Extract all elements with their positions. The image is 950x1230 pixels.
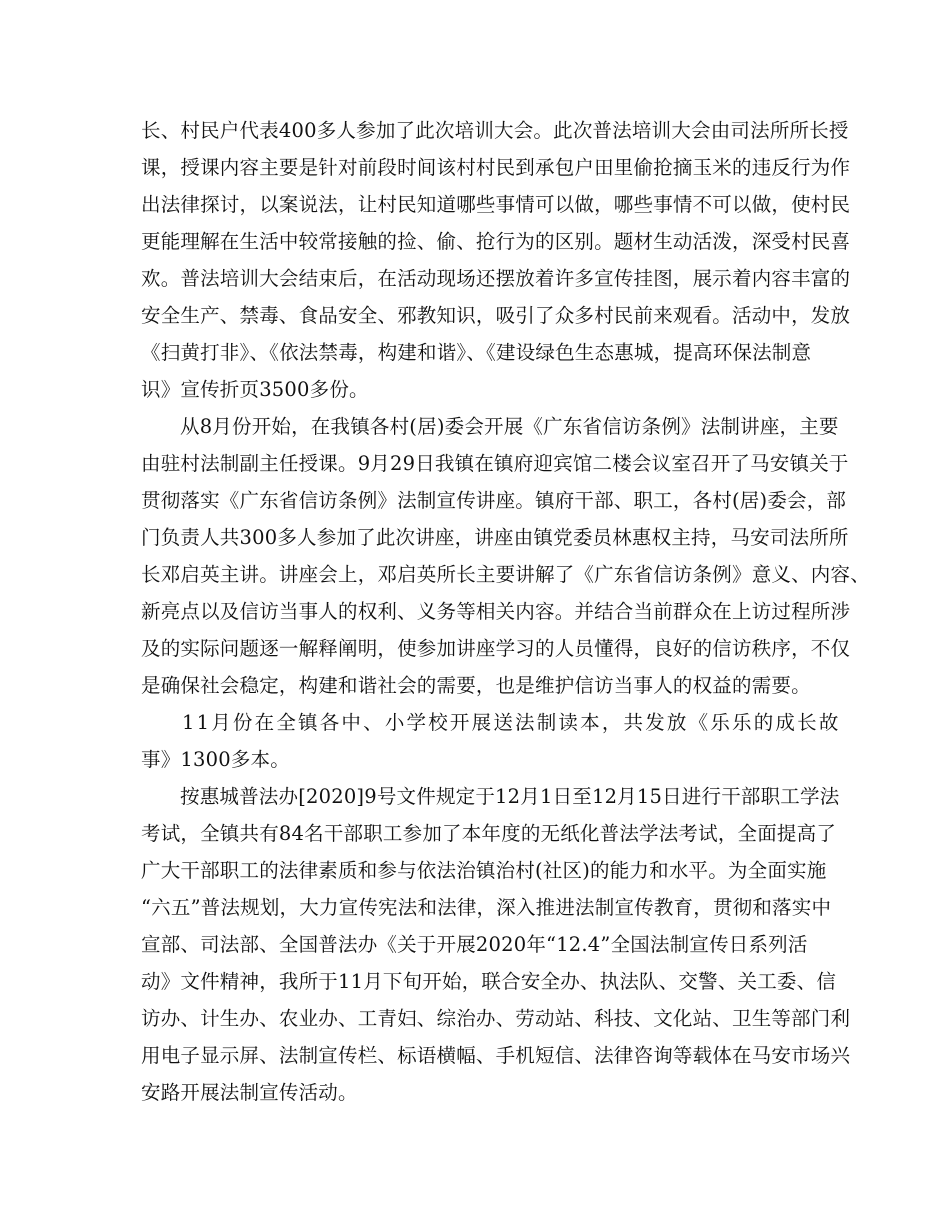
text-line: 长、村民户代表400多人参加了此次培训大会。此次普法培训大会由司法所所长授 [141,119,849,142]
text-line: 考试，全镇共有84名干部职工参加了本年度的无纸化普法学法考试，全面提高了 [141,822,837,845]
text-line: 贯彻落实《广东省信访条例》法制宣传讲座。镇府干部、职工，各村(居)委会，部 [141,489,847,512]
text-line: 欢。普法培训大会结束后，在活动现场还摆放着许多宣传挂图，展示着内容丰富的 [141,267,851,290]
paragraph-1 [141,112,851,408]
text-line: 宣部、司法部、全国普法办《关于开展2020年“12.4”全国法制宣传日系列活 [141,933,808,956]
text-line: 安全生产、禁毒、食品安全、邪教知识，吸引了众多村民前来观看。活动中，发放 [141,304,851,327]
text-line: 门负责人共300多人参加了此次讲座，讲座由镇党委员林惠权主持，马安司法所所 [141,526,849,549]
paragraph-4 [141,778,851,1111]
text-line: 新亮点以及信访当事人的权利、义务等相关内容。并结合当前群众在上访过程所涉 [141,600,851,623]
text-line: 识》宣传折页3500多份。 [141,378,369,401]
text-line: 用电子显示屏、法制宣传栏、标语横幅、手机短信、法律咨询等载体在马安市场兴 [141,1044,851,1067]
text-line: 《扫黄打非》、《依法禁毒，构建和谐》、《建设绿色生态惠城，提高环保法制意 [141,341,812,364]
document-body [141,112,870,1111]
paragraph-3 [141,704,841,778]
paragraph-2 [141,408,870,704]
text-line: 从8月份开始，在我镇各村(居)委会开展《广东省信访条例》法制讲座，主要 [180,415,839,438]
text-line: 11月份在全镇各中、小学校开展送法制读本，共发放《乐乐的成长故 [182,711,841,734]
text-line: 访办、计生办、农业办、工青妇、综治办、劳动站、科技、文化站、卫生等部门利 [141,1007,851,1030]
text-line: 安路开展法制宣传活动。 [141,1081,358,1104]
text-line: 按惠城普法办[2020]9号文件规定于12月1日至12月15日进行干部职工学法 [180,785,840,808]
text-line: 事》1300多本。 [141,748,290,771]
text-line: 及的实际问题逐一解释阐明，使参加讲座学习的人员懂得，良好的信访秩序，不仅 [141,637,851,660]
text-line: 是确保社会稳定，构建和谐社会的需要，也是维护信访当事人的权益的需要。 [141,674,811,697]
text-line: 动》文件精神，我所于11月下旬开始，联合安全办、执法队、交警、关工委、信 [141,970,837,993]
text-line: 广大干部职工的法律素质和参与依法治镇治村(社区)的能力和水平。为全面实施 [141,859,827,882]
text-line: 更能理解在生活中较常接触的捡、偷、抢行为的区别。题材生动活泼，深受村民喜 [141,230,851,253]
text-line: 长邓启英主讲。讲座会上，邓启英所长主要讲解了《广东省信访条例》意义、内容、 [141,563,870,586]
text-line: 课，授课内容主要是针对前段时间该村村民到承包户田里偷抢摘玉米的违反行为作 [141,156,851,179]
text-line: “六五”普法规划，大力宣传宪法和法律，深入推进法制宣传教育，贯彻和落实中 [141,896,832,919]
text-line: 出法律探讨，以案说法，让村民知道哪些事情可以做，哪些事情不可以做，使村民 [141,193,851,216]
text-line: 由驻村法制副主任授课。9月29日我镇在镇府迎宾馆二楼会议室召开了马安镇关于 [141,452,849,475]
